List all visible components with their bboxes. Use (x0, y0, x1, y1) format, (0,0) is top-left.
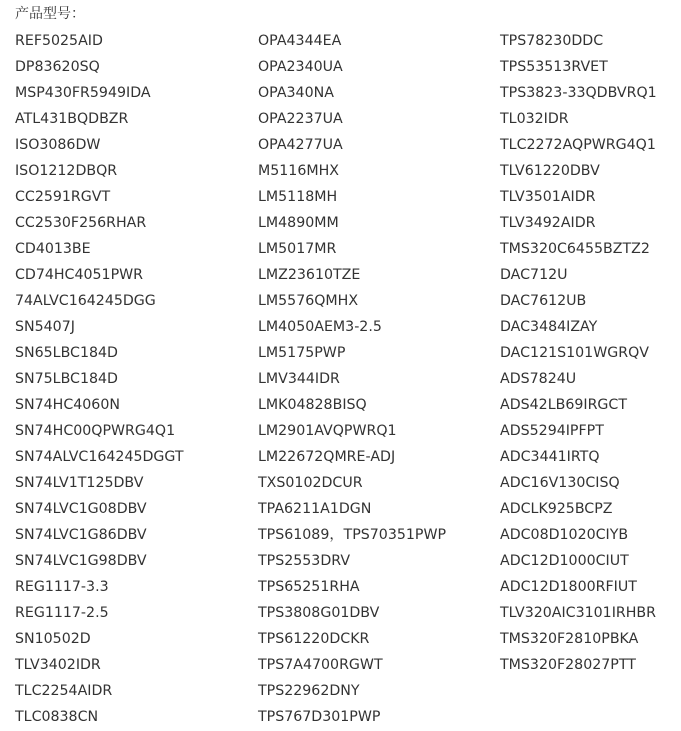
part-number: TMS320F2810PBKA (500, 631, 639, 647)
part-number: TPS3808G01DBV (258, 605, 380, 621)
part-number: TPS22962DNY (258, 683, 360, 699)
part-number: DAC121S101WGRQV (500, 345, 649, 361)
part-number: TPS2553DRV (258, 553, 351, 569)
part-number: TLC2254AIDR (15, 683, 113, 699)
part-number: OPA2340UA (258, 59, 343, 75)
part-number: LM5118MH (258, 189, 338, 205)
part-number: LM22672QMRE-ADJ (258, 449, 396, 465)
part-number: SN74HC00QPWRG4Q1 (15, 423, 176, 439)
part-number: ADS5294IPFPT (500, 423, 604, 439)
part-number: OPA340NA (258, 85, 334, 101)
part-column-3 (500, 28, 678, 678)
part-number: TMS320C6455BZTZ2 (500, 241, 650, 257)
part-number: LMV344IDR (258, 371, 340, 387)
part-number: TPS53513RVET (500, 59, 608, 75)
part-number: LMZ23610TZE (258, 267, 361, 283)
part-number: SN10502D (15, 631, 91, 647)
part-number: SN74LVC1G98DBV (15, 553, 147, 569)
part-number: LM5175PWP (258, 345, 346, 361)
part-number: TPS65251RHA (258, 579, 360, 595)
part-number: OPA2237UA (258, 111, 343, 127)
part-number: TLC0838CN (15, 709, 99, 725)
part-number: ADC12D1800RFIUT (500, 579, 637, 595)
part-number: TLV3402IDR (15, 657, 101, 673)
part-number: ADS42LB69IRGCT (500, 397, 627, 413)
part-number: TLV61220DBV (500, 163, 600, 179)
part-number: SN5407J (15, 319, 75, 335)
part-number: DAC712U (500, 267, 568, 283)
part-number: SN74LVC1G86DBV (15, 527, 147, 543)
part-number: ISO3086DW (15, 137, 101, 153)
part-number: ADC16V130CISQ (500, 475, 620, 491)
part-number: LM2901AVQPWRQ1 (258, 423, 397, 439)
part-number: LM5017MR (258, 241, 337, 257)
part-number: LM4050AEM3-2.5 (258, 319, 382, 335)
part-number: TMS320F28027PTT (500, 657, 636, 673)
part-number: DP83620SQ (15, 59, 100, 75)
part-number: CD74HC4051PWR (15, 267, 144, 283)
part-number: CC2591RGVT (15, 189, 111, 205)
part-number: ADS7824U (500, 371, 577, 387)
part-number: LMK04828BISQ (258, 397, 367, 413)
part-number: OPA4277UA (258, 137, 343, 153)
part-number: ADC3441IRTQ (500, 449, 600, 465)
part-number: TPA6211A1DGN (258, 501, 372, 517)
part-number: SN65LBC184D (15, 345, 118, 361)
part-number: MSP430FR5949IDA (15, 85, 151, 101)
part-number: ADCLK925BCPZ (500, 501, 613, 517)
part-number: SN74LV1T125DBV (15, 475, 144, 491)
part-number: CD4013BE (15, 241, 91, 257)
part-number: TLV320AIC3101IRHBR (500, 605, 656, 621)
part-number: TPS61220DCKR (258, 631, 370, 647)
part-number: LM4890MM (258, 215, 339, 231)
part-number: REF5025AID (15, 33, 103, 49)
part-number: TLV3501AIDR (500, 189, 596, 205)
part-number: 74ALVC164245DGG (15, 293, 156, 309)
part-number: TXS0102DCUR (258, 475, 363, 491)
part-number: TPS61089，TPS70351PWP (258, 527, 447, 543)
part-number: SN74ALVC164245DGGT (15, 449, 184, 465)
part-number: OPA4344EA (258, 33, 342, 49)
part-number: TPS767D301PWP (258, 709, 381, 725)
part-number: M5116MHX (258, 163, 339, 179)
part-number: SN75LBC184D (15, 371, 118, 387)
part-number: TPS3823-33QDBVRQ1 (500, 85, 657, 101)
part-number: LM5576QMHX (258, 293, 359, 309)
part-number: TPS7A4700RGWT (258, 657, 383, 673)
part-number: SN74LVC1G08DBV (15, 501, 147, 517)
part-number: REG1117-3.3 (15, 579, 109, 595)
part-number: CC2530F256RHAR (15, 215, 147, 231)
part-number: ADC12D1000CIUT (500, 553, 629, 569)
part-number: TLV3492AIDR (500, 215, 596, 231)
part-number: ADC08D1020CIYB (500, 527, 629, 543)
part-number: DAC7612UB (500, 293, 587, 309)
part-number: ISO1212DBQR (15, 163, 118, 179)
part-column-2 (258, 28, 493, 730)
part-number: ATL431BQDBZR (15, 111, 129, 127)
page-heading: 产品型号： (15, 6, 85, 22)
part-number: TLC2272AQPWRG4Q1 (500, 137, 656, 153)
part-number: REG1117-2.5 (15, 605, 109, 621)
part-number: TPS78230DDC (500, 33, 604, 49)
part-number: TL032IDR (500, 111, 569, 127)
part-number: SN74HC4060N (15, 397, 120, 413)
part-column-1 (15, 28, 250, 730)
part-number: DAC3484IZAY (500, 319, 598, 335)
